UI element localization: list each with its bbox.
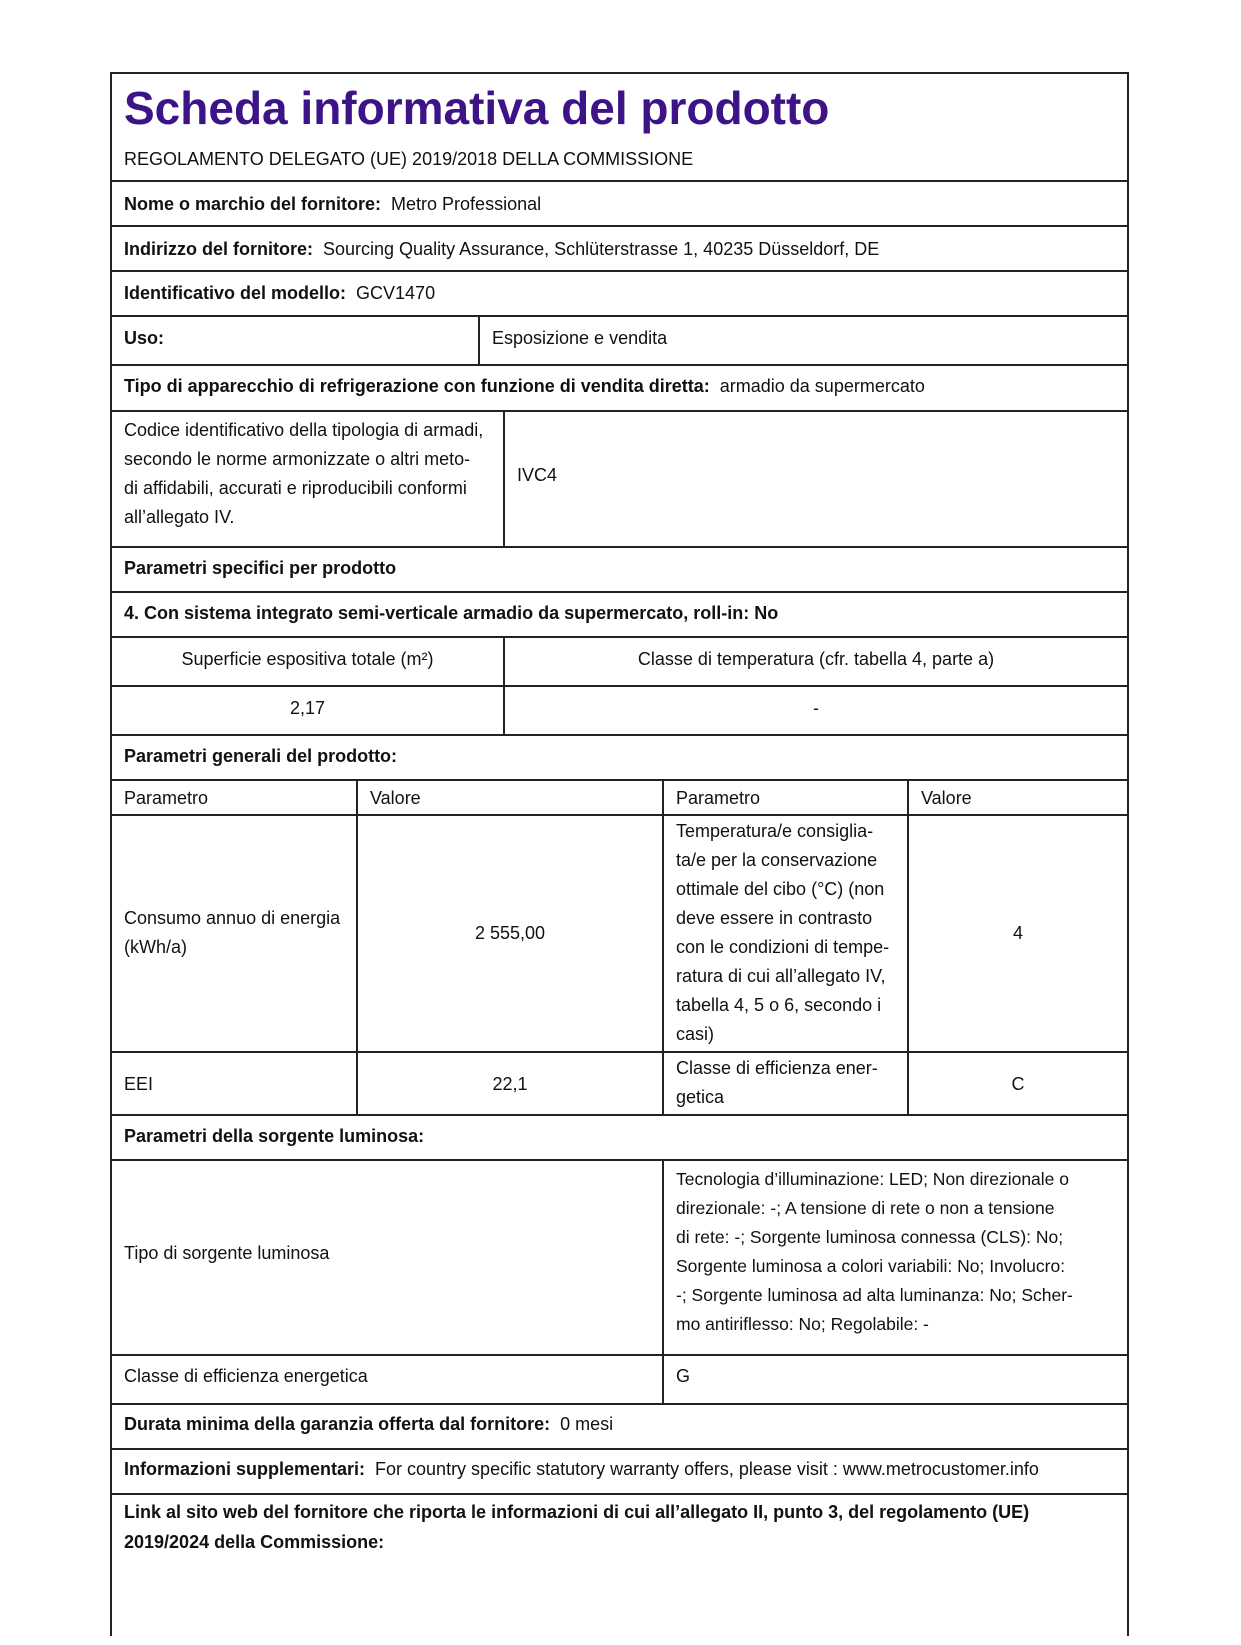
energy-consumption-value: 2 555,00 bbox=[356, 816, 662, 1051]
specific-subheading-row bbox=[112, 593, 1127, 638]
energy-class-label-line: getica bbox=[676, 1087, 725, 1107]
general-header-value: Valore bbox=[907, 781, 1127, 814]
warranty-row bbox=[112, 1405, 1127, 1450]
recommended-temperature-label-line: Temperatura/e consiglia- bbox=[676, 821, 874, 841]
light-source-class-value: G bbox=[662, 1356, 1127, 1403]
energy-class-label-line: Classe di efficienza ener- bbox=[676, 1058, 878, 1078]
specific-value-row bbox=[112, 687, 1127, 736]
general-header-parameter: Parametro bbox=[662, 781, 907, 814]
page-title: Scheda informativa del prodotto bbox=[124, 82, 830, 134]
light-source-type-value-line: direzionale: -; A tensione di rete o non a tensione bbox=[676, 1198, 1055, 1218]
light-source-type-value-line: Sorgente luminosa a colori variabili: No; Involucro: bbox=[676, 1256, 1066, 1276]
energy-consumption-label-line: (kWh/a) bbox=[124, 937, 187, 957]
eei-label: EEI bbox=[124, 1074, 154, 1094]
display-area-value: 2,17 bbox=[289, 698, 326, 718]
light-source-class-row bbox=[112, 1356, 1127, 1405]
cabinet-code-label bbox=[112, 412, 503, 546]
supplementary-info-label: Informazioni supplementari: bbox=[124, 1459, 366, 1479]
cabinet-code-row bbox=[112, 412, 1127, 548]
specific-parameters-heading: Parametri specifici per prodotto bbox=[124, 558, 397, 578]
cabinet-code-label-line: Codice identificativo della tipologia di armadi, bbox=[124, 420, 484, 440]
recommended-temperature-label-line: deve essere in contrasto bbox=[676, 908, 873, 928]
energy-class-label bbox=[662, 1053, 907, 1114]
recommended-temperature-label-line: ratura di cui all’allegato IV, bbox=[676, 966, 886, 986]
general-header-parameter: Parametro bbox=[124, 788, 209, 808]
recommended-temperature-label-line: ta/e per la conservazione bbox=[676, 850, 878, 870]
light-source-type-value bbox=[662, 1161, 1127, 1354]
appliance-type-row bbox=[112, 366, 1127, 412]
light-source-heading-row bbox=[112, 1116, 1127, 1161]
recommended-temperature-label-line: con le condizioni di tempe- bbox=[676, 937, 890, 957]
model-label: Identificativo del modello: bbox=[124, 283, 347, 303]
product-information-sheet bbox=[110, 72, 1129, 1636]
supplier-name-value: Metro Professional bbox=[391, 194, 542, 214]
supplementary-info-value: For country specific statutory warranty offers, please visit : www.metrocustomer.info bbox=[375, 1459, 1039, 1479]
supplier-name-row bbox=[112, 182, 1127, 227]
supplier-name-label: Nome o marchio del fornitore: bbox=[124, 194, 382, 214]
appliance-type-label: Tipo di apparecchio di refrigerazione con funzione di vendita diretta: bbox=[124, 376, 710, 396]
recommended-temperature-label-line: tabella 4, 5 o 6, secondo i bbox=[676, 995, 882, 1015]
specific-subheading: 4. Con sistema integrato semi-verticale armadio da supermercato, roll-in: No bbox=[124, 603, 779, 623]
model-row bbox=[112, 272, 1127, 317]
warranty-label: Durata minima della garanzia offerta dal fornitore: bbox=[124, 1414, 551, 1434]
specific-header-row bbox=[112, 638, 1127, 687]
general-header-row bbox=[112, 781, 1127, 816]
use-row bbox=[112, 317, 1127, 366]
warranty-value: 0 mesi bbox=[560, 1414, 614, 1434]
light-source-type-label: Tipo di sorgente luminosa bbox=[124, 1243, 330, 1263]
supplier-address-value: Sourcing Quality Assurance, Schlüterstrasse 1, 40235 Düsseldorf, DE bbox=[323, 239, 880, 259]
light-source-type-row bbox=[112, 1161, 1127, 1356]
supplier-website-link-row bbox=[112, 1495, 1127, 1645]
light-source-type-value-line: Tecnologia d’illuminazione: LED; Non direzionale o bbox=[676, 1169, 1070, 1189]
supplementary-info-row bbox=[112, 1450, 1127, 1495]
general-parameters-heading-row bbox=[112, 736, 1127, 781]
general-parameters-heading: Parametri generali del prodotto: bbox=[124, 746, 398, 766]
energy-class-value: C bbox=[907, 1053, 1127, 1114]
energy-consumption-row bbox=[112, 816, 1127, 1053]
temperature-class-header: Classe di temperatura (cfr. tabella 4, parte a) bbox=[503, 638, 1127, 685]
supplier-website-link-line: Link al sito web del fornitore che riporta le informazioni di cui all’allegato II, punto 3, del regolamento (UE) bbox=[124, 1502, 1030, 1522]
display-area-header: Superficie espositiva totale (m²) bbox=[181, 649, 434, 669]
regulation-reference: REGOLAMENTO DELEGATO (UE) 2019/2018 DELLA COMMISSIONE bbox=[124, 149, 694, 169]
appliance-type-value: armadio da supermercato bbox=[719, 376, 925, 396]
eei-row bbox=[112, 1053, 1127, 1116]
header-row bbox=[112, 74, 1127, 182]
recommended-temperature-label bbox=[662, 816, 907, 1051]
cabinet-code-label-line: secondo le norme armonizzate o altri meto- bbox=[124, 449, 471, 469]
recommended-temperature-value: 4 bbox=[907, 816, 1127, 1051]
general-header-value: Valore bbox=[356, 781, 662, 814]
supplier-address-label: Indirizzo del fornitore: bbox=[124, 239, 313, 259]
energy-consumption-label-line: Consumo annuo di energia bbox=[124, 908, 341, 928]
temperature-class-value: - bbox=[503, 687, 1127, 734]
use-label: Uso: bbox=[124, 328, 164, 348]
energy-consumption-label bbox=[112, 816, 356, 1051]
cabinet-code-label-line: di affidabili, accurati e riproducibili conformi bbox=[124, 478, 467, 498]
model-value: GCV1470 bbox=[356, 283, 436, 303]
specific-parameters-heading-row bbox=[112, 548, 1127, 593]
light-source-type-value-line: di rete: -; Sorgente luminosa connessa (CLS): No; bbox=[676, 1227, 1064, 1247]
use-value: Esposizione e vendita bbox=[478, 317, 1127, 364]
cabinet-code-label-line: all’allegato IV. bbox=[124, 507, 235, 527]
supplier-website-link-line: 2019/2024 della Commissione: bbox=[124, 1532, 385, 1552]
recommended-temperature-label-line: ottimale del cibo (°C) (non bbox=[676, 879, 885, 899]
light-source-type-value-line: -; Sorgente luminosa ad alta luminanza: No; Scher- bbox=[676, 1285, 1073, 1305]
light-source-class-label: Classe di efficienza energetica bbox=[124, 1366, 368, 1386]
eei-value: 22,1 bbox=[356, 1053, 662, 1114]
supplier-address-row bbox=[112, 227, 1127, 272]
light-source-type-value-line: mo antiriflesso: No; Regolabile: - bbox=[676, 1314, 929, 1334]
supplier-website-link-label bbox=[112, 1495, 1127, 1645]
cabinet-code-value: IVC4 bbox=[503, 412, 1127, 546]
light-source-heading: Parametri della sorgente luminosa: bbox=[124, 1126, 425, 1146]
recommended-temperature-label-line: casi) bbox=[676, 1024, 715, 1044]
